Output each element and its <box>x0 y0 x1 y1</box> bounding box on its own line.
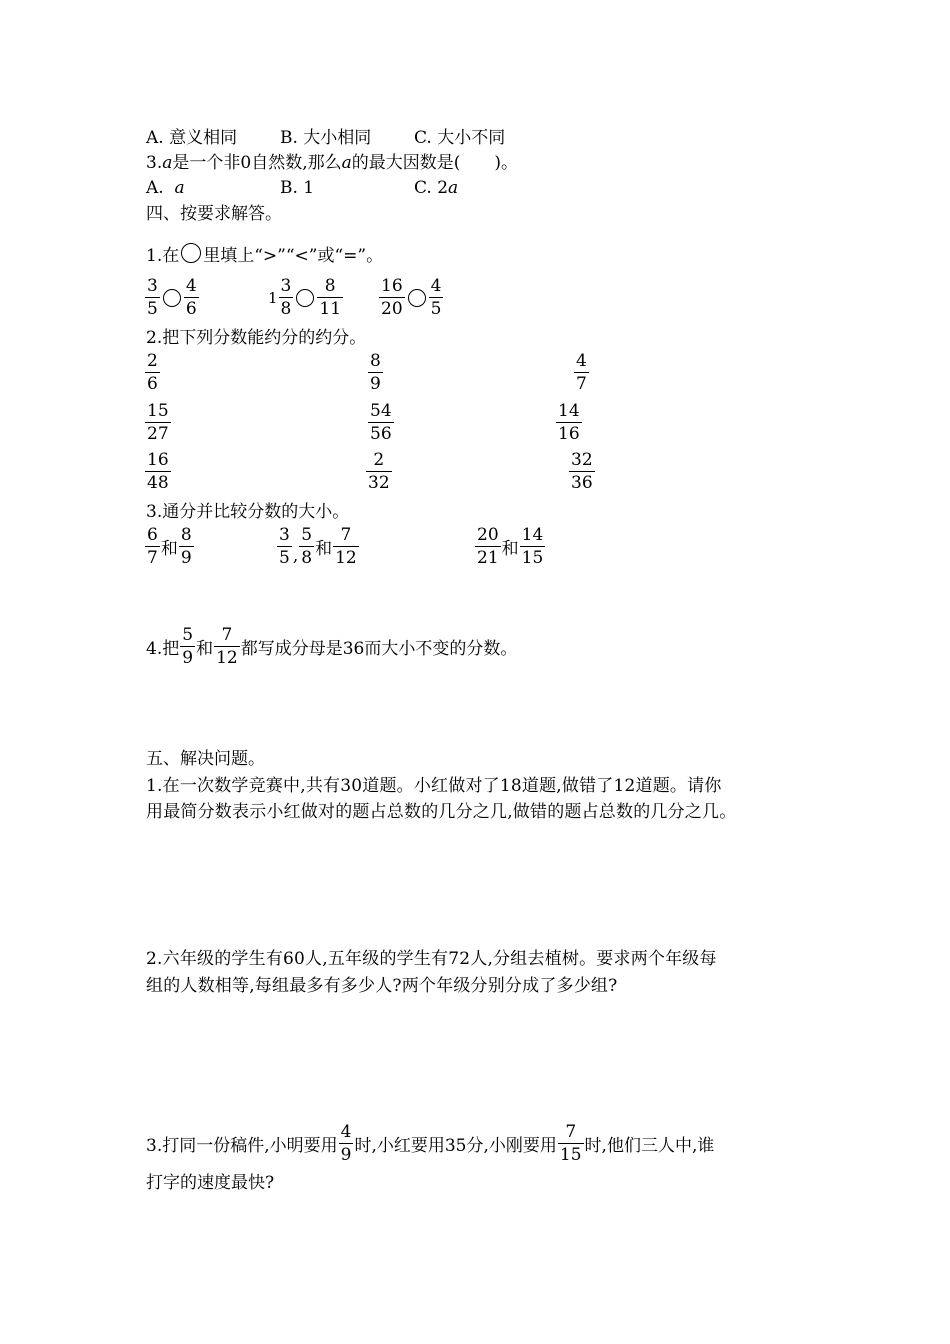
compare-group-1: $\frac{6}{7}$ 和 $\frac{8}{9}$ <box>147 525 192 568</box>
reduce-fraction: $\frac{54}{56}$ <box>370 401 392 444</box>
s4-q2-title: 2.把下列分数能约分的约分。 <box>146 328 367 348</box>
q2-options-line <box>146 127 505 149</box>
compare-pair-1 <box>144 276 200 319</box>
compare-pair-3 <box>378 276 444 319</box>
fraction: $\frac{5}{8}$ <box>301 525 313 568</box>
section5-title: 五、解决问题。 <box>146 749 265 769</box>
compare-group-3: $\frac{20}{21}$ 和 $\frac{14}{15}$ <box>477 525 544 568</box>
fraction: $\frac{4}{9}$ <box>340 1122 352 1165</box>
reduce-fraction: $\frac{15}{27}$ <box>147 401 169 444</box>
compare-circle[interactable] <box>296 289 314 307</box>
compare-pair-2: 1 $\frac{3}{8}$ $\frac{8}{11}$ <box>268 276 342 319</box>
s5-p1-line2: 用最简分数表示小红做对的题占总数的几分之几,做错的题占总数的几分之几。 <box>146 802 737 822</box>
s5-p1-line1: 1.在一次数学竞赛中,共有30道题。小红做对了18道题,做错了12道题。请你 <box>146 776 722 796</box>
q3-options <box>146 177 458 199</box>
fraction: $\frac{7}{15}$ <box>559 1122 582 1165</box>
s5-p2-line2: 组的人数相等,每组最多有多少人?两个年级分别分成了多少组? <box>146 976 618 996</box>
fraction: $\frac{3}{5}$ <box>279 525 290 568</box>
fraction: $\frac{6}{7}$ <box>147 525 158 568</box>
q3-option-c: C. 2a <box>414 178 459 198</box>
option-c: C. 大小不同 <box>414 128 506 148</box>
fraction: $\frac{5}{9}$ <box>182 625 194 668</box>
section4-title: 四、按要求解答。 <box>146 204 282 224</box>
q3-option-b: B. 1 <box>280 178 315 198</box>
s4-q4: 4.把 $\frac{5}{9}$ 和 $\frac{7}{12}$ 都写成分母是36而大小不变的分数。 <box>146 625 518 668</box>
s5-p3-line1: 3.打同一份稿件,小明要用 $\frac{4}{9}$ 时,小红要用35分,小刚要用 $\frac{7}{15}$ 时,他们三人中,谁 <box>146 1122 715 1165</box>
s4-q1-instruction: 1.在 里填上“>”“<”或“=”。 <box>146 240 383 266</box>
circle-icon <box>181 243 201 263</box>
reduce-fraction: $\frac{2}{32}$ <box>368 450 390 493</box>
fraction: $\frac{3}{8}$ <box>280 276 292 319</box>
fraction: $\frac{4}{6}$ <box>185 276 197 319</box>
fraction: $\frac{14}{15}$ <box>521 525 544 568</box>
fraction: $\frac{7}{12}$ <box>335 525 357 568</box>
reduce-fraction: $\frac{4}{7}$ <box>576 351 587 394</box>
q3-option-a: A. a <box>146 178 185 198</box>
reduce-fraction: $\frac{14}{16}$ <box>558 401 580 444</box>
fraction: $\frac{3}{5}$ <box>147 276 158 319</box>
fraction: $\frac{4}{5}$ <box>430 276 442 319</box>
q3-stem: 3.a是一个非0自然数,那么a的最大因数是( )。 <box>146 153 519 173</box>
reduce-fraction: $\frac{16}{48}$ <box>147 450 169 493</box>
s5-p2-line1: 2.六年级的学生有60人,五年级的学生有72人,分组去植树。要求两个年级每 <box>146 949 717 969</box>
reduce-fraction: $\frac{2}{6}$ <box>147 351 158 394</box>
compare-circle[interactable] <box>163 289 181 307</box>
fraction: $\frac{20}{21}$ <box>477 525 499 568</box>
compare-circle[interactable] <box>408 289 426 307</box>
s5-p3-line2: 打字的速度最快? <box>146 1173 275 1193</box>
option-b: B. 大小相同 <box>280 128 372 148</box>
compare-group-2: $\frac{3}{5}$ , $\frac{5}{8}$ 和 $\frac{7}{12}$ <box>279 525 357 568</box>
fraction: $\frac{8}{11}$ <box>319 276 342 319</box>
fraction: $\frac{7}{12}$ <box>216 625 238 668</box>
option-a: A. 意义相同 <box>146 128 238 148</box>
fraction: $\frac{8}{9}$ <box>180 525 192 568</box>
reduce-fraction: $\frac{8}{9}$ <box>370 351 381 394</box>
s4-q3-title: 3.通分并比较分数的大小。 <box>146 502 350 522</box>
fraction: $\frac{16}{20}$ <box>381 276 403 319</box>
reduce-fraction: $\frac{32}{36}$ <box>571 450 593 493</box>
